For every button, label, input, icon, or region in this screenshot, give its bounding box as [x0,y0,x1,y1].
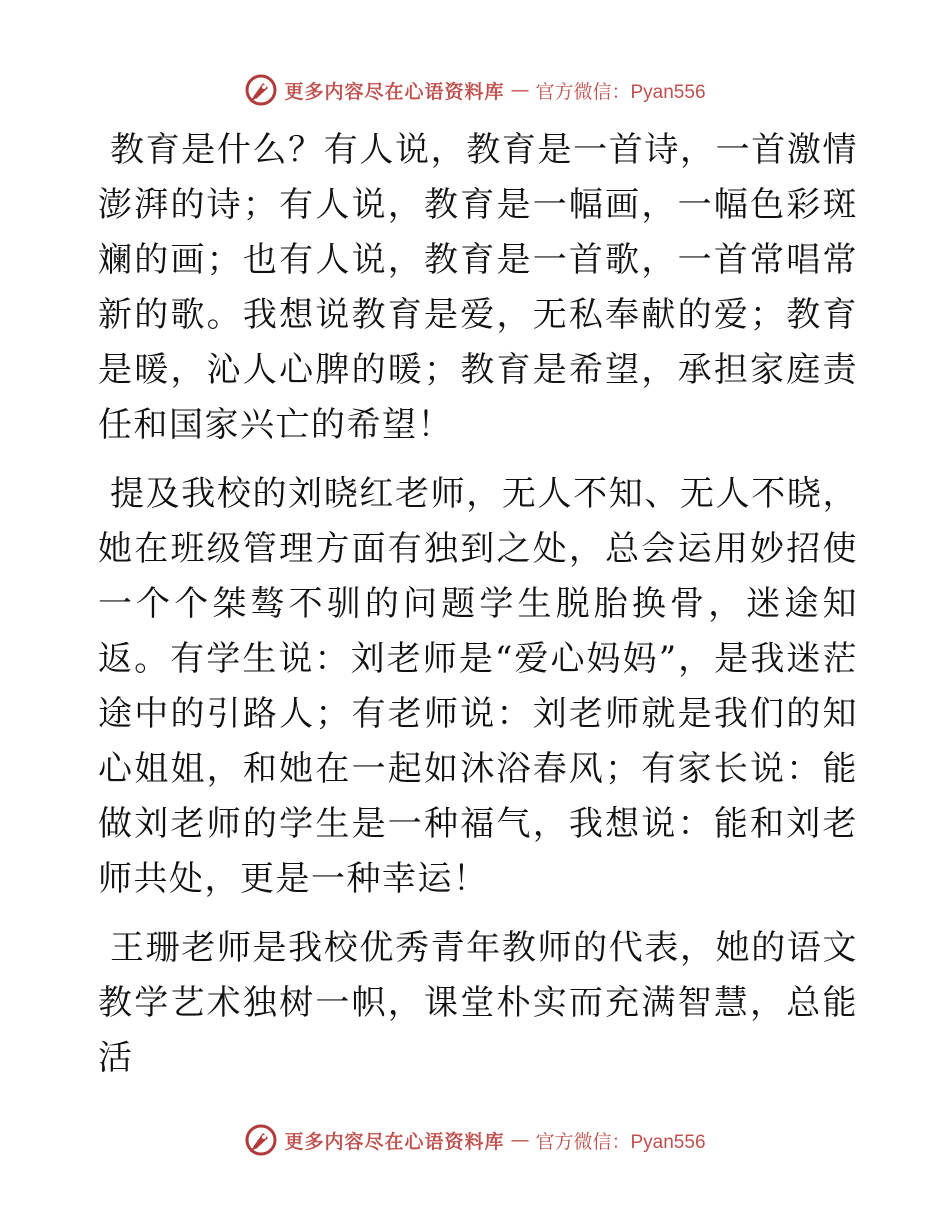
header-banner-content [244,73,705,107]
footer-banner-text: 更多内容尽在心语资料库 [284,1130,505,1153]
paragraph-3: 王珊老师是我校优秀青年教师的代表，她的语文教学艺术独树一帜，课堂朴实而充满智慧，总能活 [98,928,858,1078]
footer-banner-contact: 官方微信：Pyan556 [535,1131,706,1153]
header-banner-text: 更多内容尽在心语资料库 [284,80,505,103]
header-banner [0,70,950,110]
pen-nib-logo-icon [244,1123,278,1157]
pen-nib-logo-icon [244,73,278,107]
footer-banner-content [244,1123,705,1157]
document-body [98,123,858,1100]
footer-banner [0,1120,950,1160]
header-banner-contact: 官方微信：Pyan556 [535,81,706,103]
paragraph-1: 教育是什么？有人说，教育是一首诗，一首激情澎湃的诗；有人说，教育是一幅画，一幅色彩斑斓的画；也有人说，教育是一首歌，一首常唱常新的歌。我想说教育是爱，无私奉献的爱；教育是暖，沁人心脾的暖；教育是希望，承担家庭责任和国家兴亡的希望！ [98,130,858,445]
header-banner-dash: — [510,79,530,101]
paragraph-2: 提及我校的刘晓红老师，无人不知、无人不晓，她在班级管理方面有独到之处，总会运用妙招使一个个桀骜不驯的问题学生脱胎换骨，迷途知返。有学生说：刘老师是“爱心妈妈”，是我迷茫途中的引路人；有老师说：刘老师就是我们的知心姐姐，和她在一起如沐浴春风；有家长说：能做刘老师的学生是一种福气，我想说：能和刘老师共处，更是一种幸运！ [98,474,858,899]
footer-banner-dash: — [510,1129,530,1151]
